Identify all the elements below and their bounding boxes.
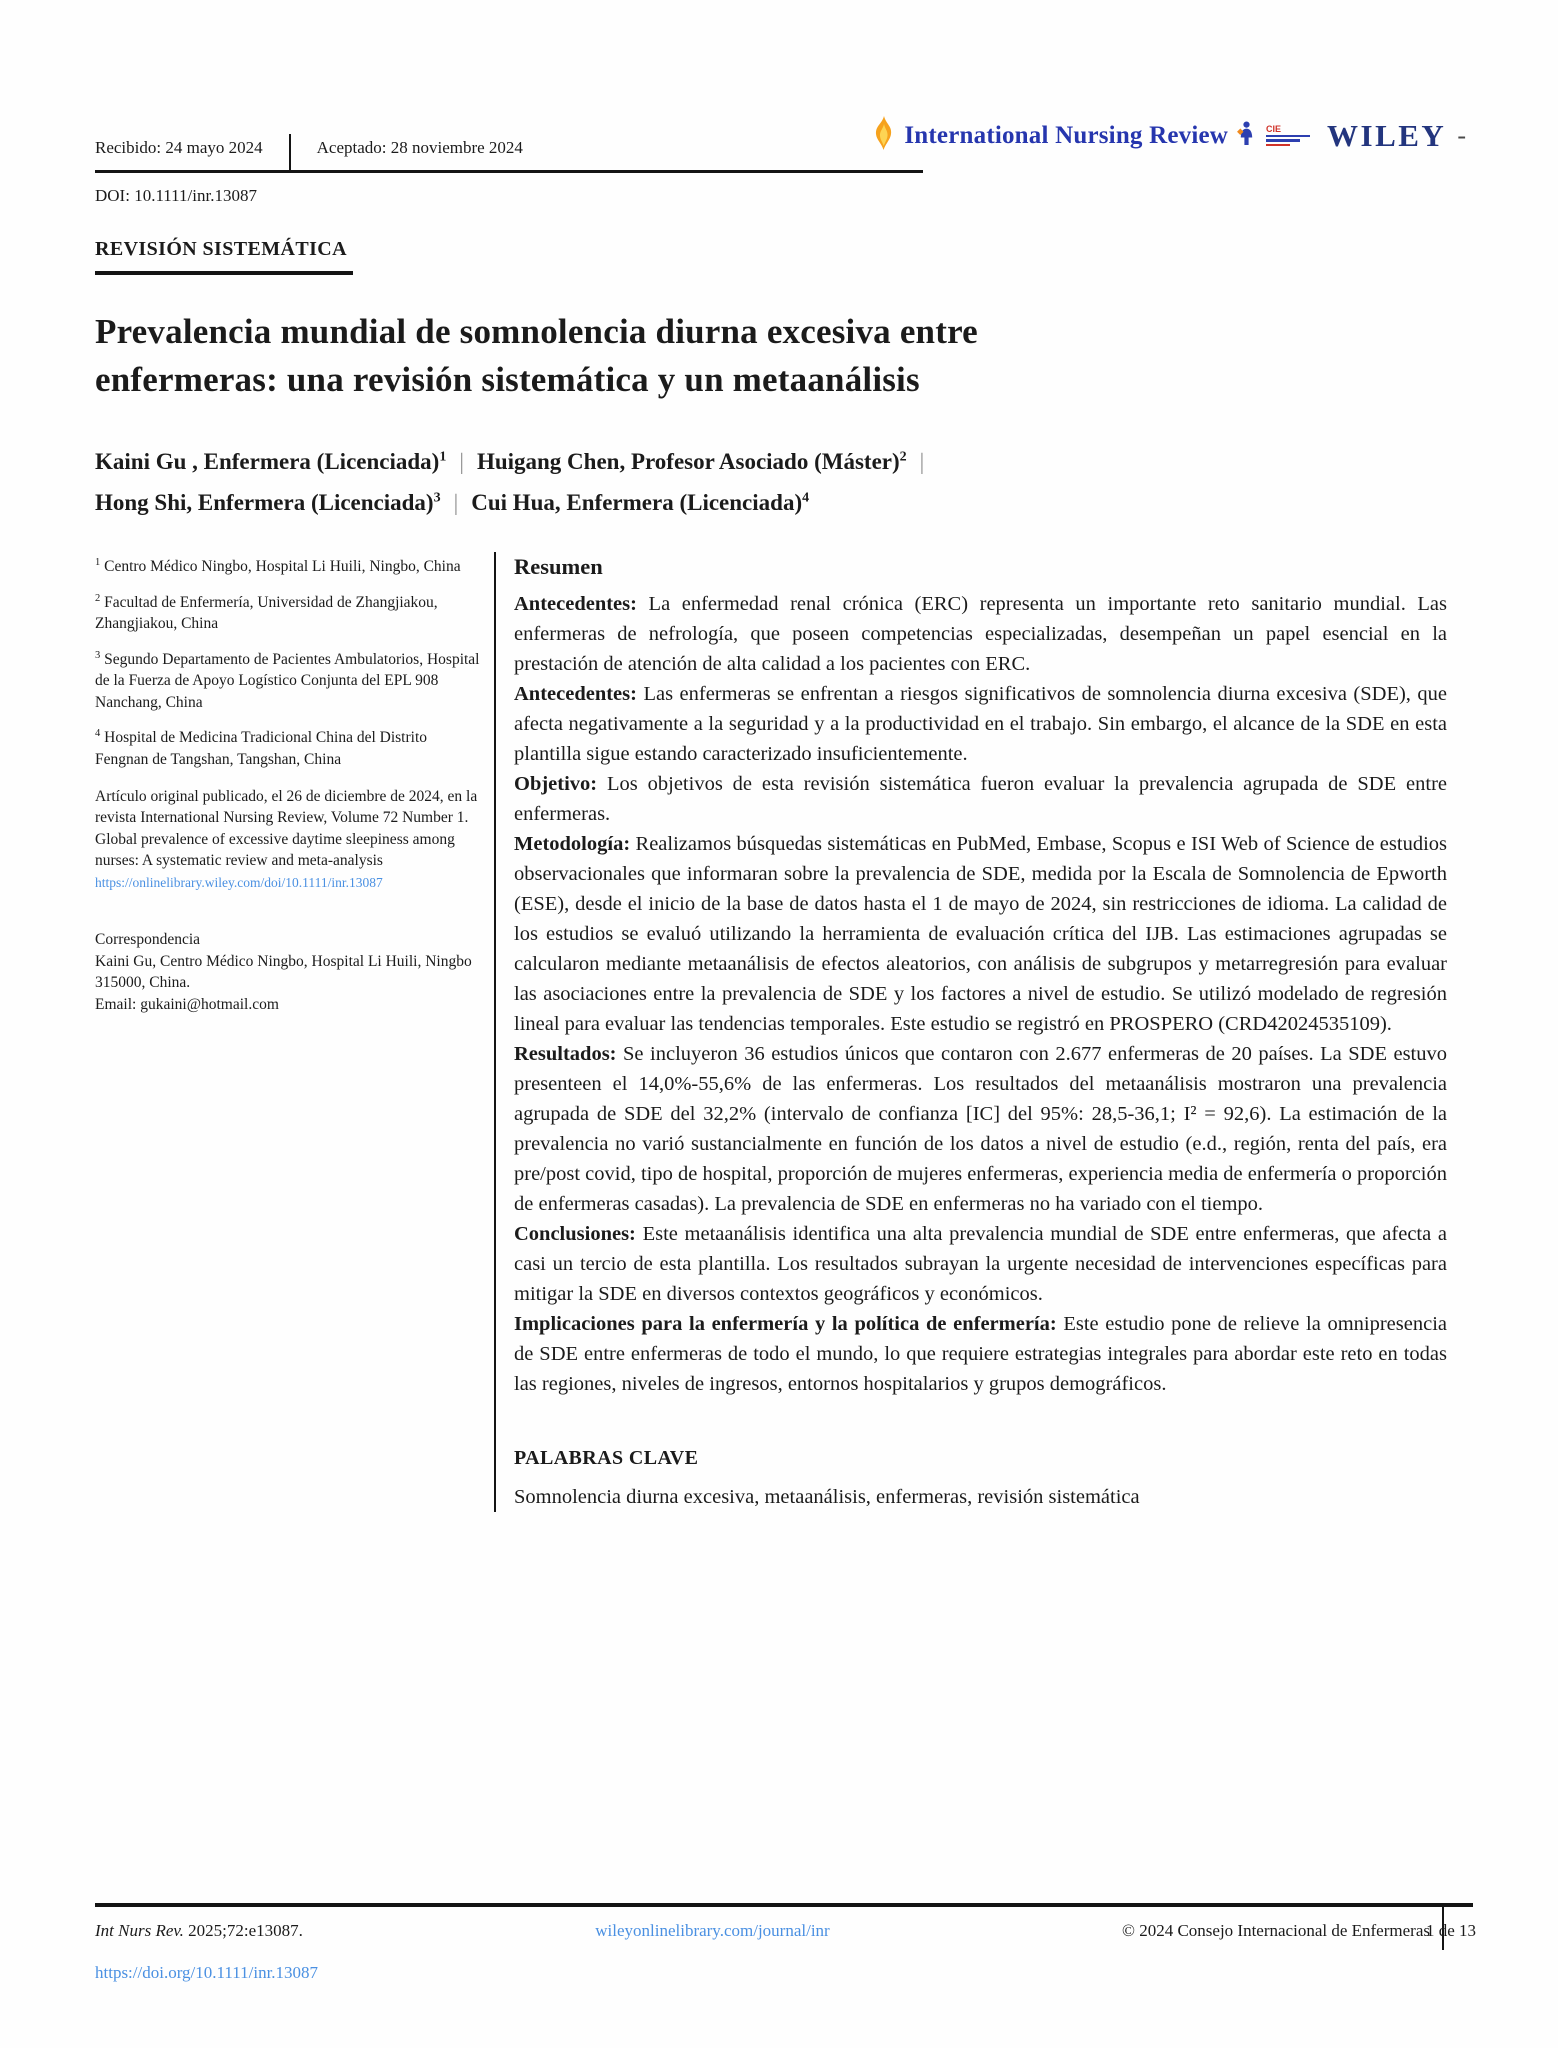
abstract-column	[514, 552, 1447, 1512]
author-separator: |	[459, 448, 464, 474]
body-columns	[95, 552, 1447, 1512]
abstract-heading: Resumen	[514, 554, 603, 579]
author-separator: |	[453, 490, 459, 516]
affiliation-list	[95, 552, 480, 771]
abstract-paragraph: Metodología: Realizamos búsquedas sistemáticas en PubMed, Embase, Scopus e ISI Web of Science de estudios observacionales que informaran sobre la prevalencia de SDE, medida por la Escala de Somnolencia de Epworth (ESE), desde el inicio de la base de datos hasta el 1 de mayo de 2024, sin restricciones de idioma. La calidad de los estudios se evaluó utilizando la herramienta de evaluación crítica del IJB. Las estimaciones agrupadas se calcularon mediante metaanálisis de efectos aleatorios, con análisis de subgrupos y metarregresión para evaluar las asociaciones entre la prevalencia de SDE y los factores a nivel de estudio. Se utilizó modelado de regresión lineal para evaluar las tendencias temporales. Este estudio se registró en PROSPERO (CRD42024535109).	[514, 833, 1447, 1035]
footer-journal-abbrev: Int Nurs Rev.	[95, 1921, 184, 1940]
doi-line: DOI: 10.1111/inr.13087	[95, 186, 257, 205]
affiliation: $^3$ Segundo Departamento de Pacientes Ambulatorios, Hospital de la Fuerza de Apoyo Logístico Conjunta del EPL 908 Nanchang, China	[95, 649, 480, 711]
footer-site-link[interactable]: wileyonlinelibrary.com/journal/inr	[595, 1921, 830, 1940]
page-number: 1 de 13	[1425, 1921, 1476, 1940]
article-doi-link[interactable]: https://onlinelibrary.wiley.com/doi/10.1111/inr.13087	[95, 874, 383, 890]
author-name: Kaini Gu , Enfermera (Licenciada)$^1$	[95, 448, 447, 474]
footer-row	[95, 1921, 1430, 1941]
abstract-paragraph: Conclusiones: Este metaanálisis identifica una alta prevalencia mundial de SDE entre enfermeras, que afecta a casi un tercio de esta plantilla. Los resultados subrayan la urgente necesidad de intervenciones específicas para mitigar la SDE en diversos contextos geográficos y económicos.	[514, 1223, 1447, 1305]
author-separator: |	[919, 448, 925, 474]
footer-rule	[95, 1903, 1473, 1907]
icn-bar	[1266, 135, 1310, 138]
keywords-text: Somnolencia diurna excesiva, metaanálisis, enfermeras, revisión sistemática	[514, 1486, 1140, 1508]
affiliation: $^1$ Centro Médico Ningbo, Hospital Li Huili, Ningbo, China	[95, 557, 461, 576]
section-kicker: REVISIÓN SISTEMÁTICA	[95, 238, 353, 275]
title-line: enfermeras: una revisión sistemática y un metaanálisis	[95, 360, 920, 399]
author-list	[95, 438, 1295, 521]
nurse-icon	[1237, 120, 1255, 151]
journal-name: International Nursing Review	[904, 121, 1229, 149]
keywords-block	[514, 1443, 1447, 1512]
icn-label: CIE	[1266, 123, 1282, 134]
abstract-paragraph: Antecedentes: Las enfermeras se enfrentan a riesgos significativos de somnolencia diurna excesiva (SDE), que afecta negativamente a la seguridad y a la productividad en el trabajo. Sin embargo, el alcance de la SDE en esta plantilla sigue estando caracterizado insuficientemente.	[514, 683, 1447, 765]
wiley-logo: WILEY	[1327, 117, 1447, 153]
affiliation: $^2$ Facultad de Enfermería, Universidad de Zhangjiakou, Zhangjiakou, China	[95, 592, 438, 633]
title-line: Prevalencia mundial de somnolencia diurna excesiva entre	[95, 312, 978, 351]
abstract-paragraphs	[514, 589, 1447, 1399]
footer-doi-link[interactable]: https://doi.org/10.1111/inr.13087	[95, 1963, 319, 1982]
keywords-heading: PALABRAS CLAVE	[514, 1447, 699, 1469]
abstract-paragraph: Resultados: Se incluyeron 36 estudios únicos que contaron con 2.677 enfermeras de 20 países. La SDE estuvo presenteen el 14,0%-55,6% de las enfermeras. Los resultados del metaanálisis mostraron una prevalencia agrupada de SDE del 32,2% (intervalo de confianza [IC] del 95%: 28,5-36,1; I² = 92,6). La estimación de la prevalencia no varió sustancialmente en función de los datos a nivel de estudio (e.d., región, renta del país, era pre/post covid, tipo de hospital, proporción de mujeres enfermeras, experiencia media de enfermería o proporción de enfermeras casadas). La prevalencia de SDE en enfermeras no ha variado con el tiempo.	[514, 1043, 1447, 1215]
author-name: Hong Shi, Enfermera (Licenciada)$^3$	[95, 490, 441, 516]
sidebar	[95, 552, 480, 1512]
footer-citation	[95, 1921, 303, 1941]
icn-bar	[1266, 144, 1290, 147]
affiliation: $^4$ Hospital de Medicina Tradicional China del Distrito Fengnan de Tangshan, Tangshan, China	[95, 728, 427, 769]
received-accepted-row	[95, 134, 549, 170]
abstract-paragraph: Antecedentes: La enfermedad renal crónica (ERC) representa un importante reto sanitario mundial. Las enfermeras de nefrología, que poseen competencias especializadas, desempeñan un papel esencial en la prestación de atención de alta calidad a los pacientes con ERC.	[514, 593, 1447, 675]
correspondence-heading: Correspondencia	[95, 931, 201, 949]
author-name: Huigang Chen, Profesor Asociado (Máster)$^2$	[476, 448, 907, 474]
icn-mini-logo	[1266, 125, 1310, 147]
footer-citation-rest: 2025;72:e13087.	[183, 1921, 303, 1940]
journal-logo	[871, 116, 1466, 155]
author-line	[95, 438, 1295, 480]
author-line	[95, 480, 1295, 522]
wiley-dash: -	[1457, 120, 1466, 150]
header-rule	[95, 170, 923, 173]
correspondence-block	[95, 929, 480, 1015]
accepted-date: Aceptado: 28 noviembre 2024	[289, 134, 549, 170]
correspondence-address: Kaini Gu, Centro Médico Ningbo, Hospital Li Huili, Ningbo 315000, China.	[95, 952, 472, 992]
footer-copyright: © 2024 Consejo Internacional de Enfermeras	[1122, 1921, 1430, 1940]
received-date: Recibido: 24 mayo 2024	[95, 138, 263, 157]
abstract-paragraph: Implicaciones para la enfermería y la política de enfermería: Este estudio pone de relieve la omnipresencia de SDE entre enfermeras de todo el mundo, lo que requiere estrategias integrales para abordar este reto en todas las regiones, niveles de ingresos, entornos hospitalarios y grupos demográficos.	[514, 1313, 1448, 1395]
icn-bar	[1266, 139, 1300, 142]
correspondence-email: Email: gukaini@hotmail.com	[95, 995, 279, 1013]
original-article-note: Artículo original publicado, el 26 de diciembre de 2024, en la revista International Nursing Review, Volume 72 Number 1. Global prevalence of excessive daytime sleepiness among nurses: A systematic review and meta-analysis	[95, 787, 478, 870]
abstract-paragraph: Objetivo: Los objetivos de esta revisión sistemática fueron evaluar la prevalencia agrupada de SDE entre enfermeras.	[514, 773, 1447, 825]
author-name: Cui Hua, Enfermera (Licenciada)$^4$	[471, 490, 810, 516]
article-title	[95, 308, 1345, 404]
column-divider	[494, 552, 496, 1512]
flame-icon	[871, 116, 895, 155]
